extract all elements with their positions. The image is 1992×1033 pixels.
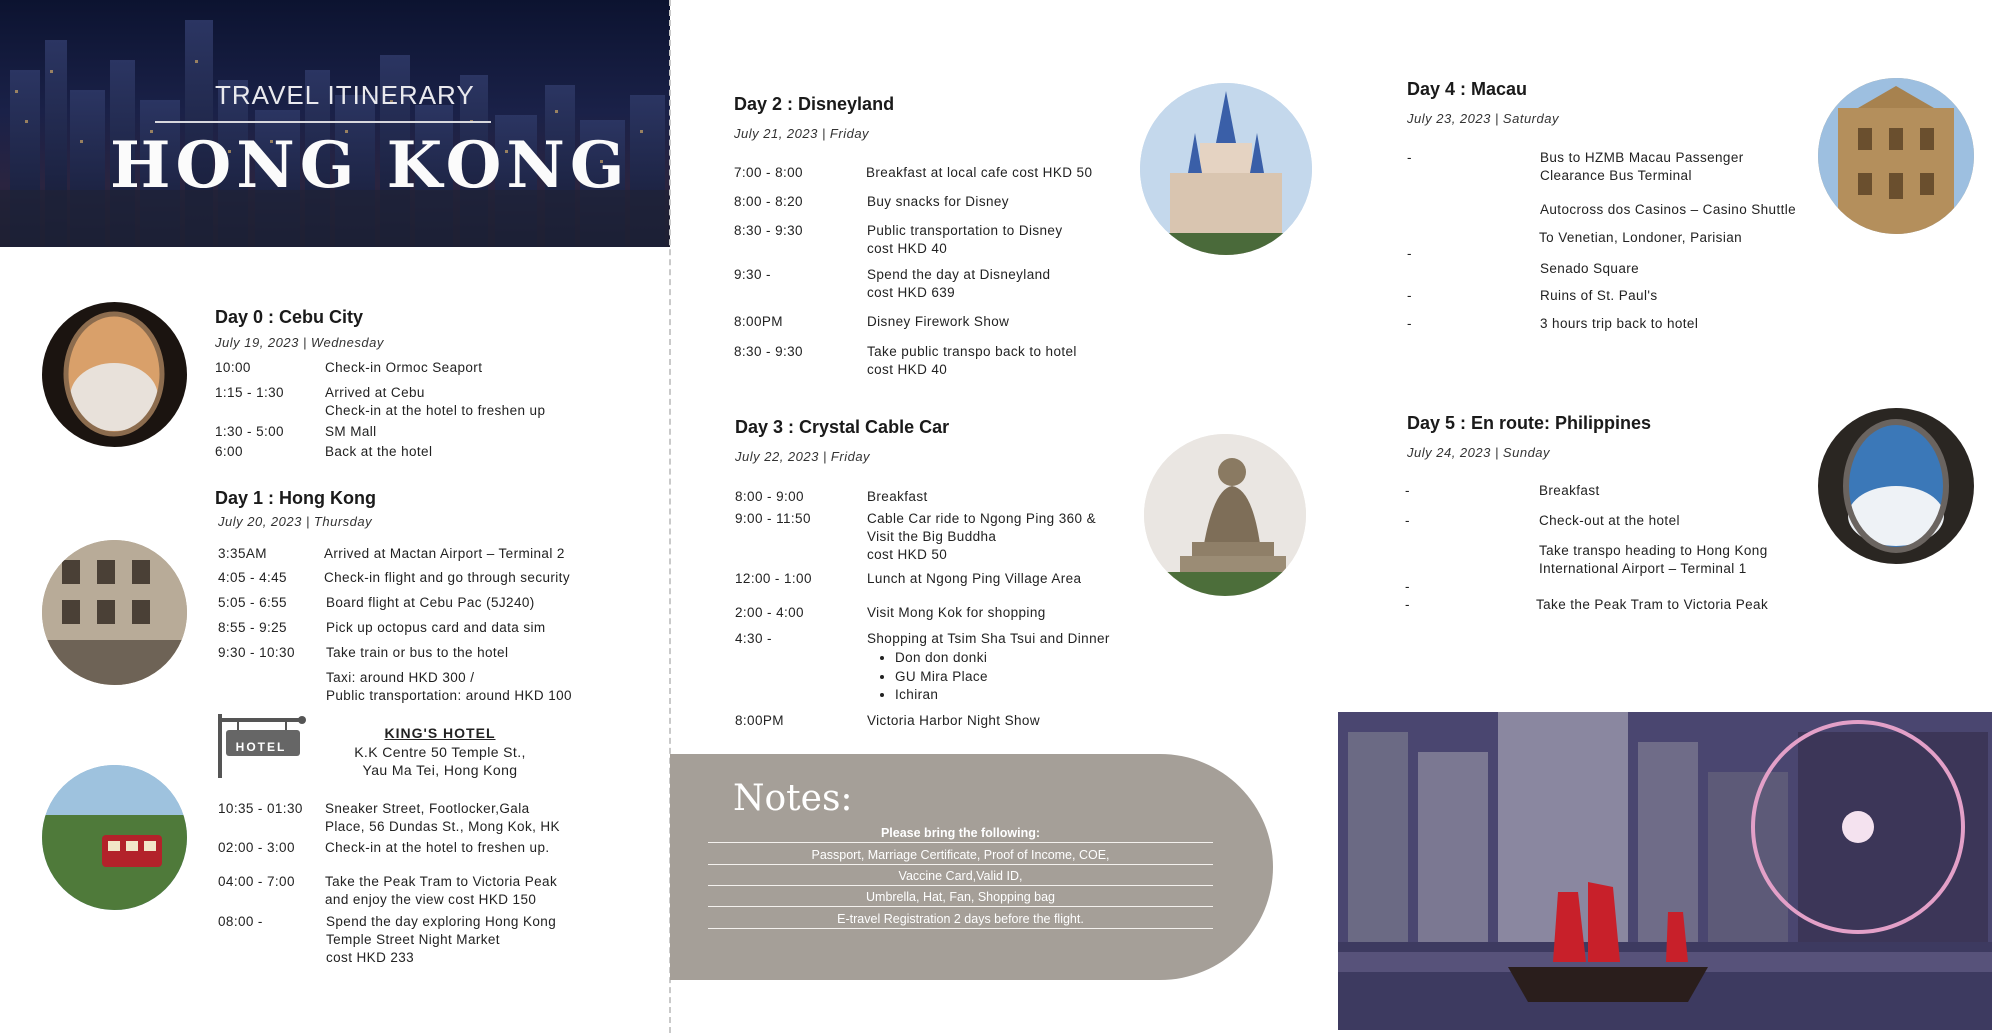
notes-heading: Please bring the following: (880, 826, 1041, 840)
airplane-window-clouds-photo (1818, 408, 1974, 564)
notes-title: Notes: (733, 778, 853, 819)
notes-item: Passport, Marriage Certificate, Proof of Income, COE, (811, 848, 1110, 862)
shopping-list-item: • Ichiran (895, 686, 988, 705)
day0-title: Day 0 : Cebu City (215, 307, 364, 327)
day2-title: Day 2 : Disneyland (734, 94, 895, 114)
day5-title: Day 5 : En route: Philippines (1407, 413, 1652, 433)
hotel-building-photo (42, 540, 187, 685)
shopping-list-item: • Don don donki (895, 649, 988, 668)
day3-date: July 22, 2023 | Friday (735, 449, 871, 464)
page-title: HONG KONG (110, 128, 630, 203)
day4-date: July 23, 2023 | Saturday (1407, 111, 1559, 126)
itinerary-subtitle: TRAVEL ITINERARY (215, 80, 475, 110)
day0-date: July 19, 2023 | Wednesday (215, 335, 384, 350)
victoria-harbor-photo (1338, 712, 1992, 1030)
day1-title: Day 1 : Hong Kong (215, 488, 376, 508)
day5-date: July 24, 2023 | Sunday (1407, 445, 1551, 460)
shopping-list-item: • GU Mira Place (895, 668, 988, 687)
city-skyline-illustration (0, 0, 670, 247)
day3-title: Day 3 : Crystal Cable Car (735, 417, 950, 437)
notes-rule (708, 885, 1213, 886)
airplane-window-photo (42, 302, 187, 447)
ruins-of-st-pauls-photo (1818, 78, 1974, 234)
notes-rule (708, 842, 1213, 843)
day1-date: July 20, 2023 | Thursday (218, 514, 373, 529)
hero-banner (0, 0, 670, 247)
hotel-address: K.K Centre 50 Temple St., Yau Ma Tei, Hong Kong (354, 744, 526, 778)
title-divider (155, 121, 491, 123)
peak-tram-photo (42, 765, 187, 910)
disney-castle-photo (1140, 83, 1312, 255)
day4-title: Day 4 : Macau (1407, 79, 1528, 99)
day2-date: July 21, 2023 | Friday (734, 126, 870, 141)
notes-rule (708, 906, 1213, 907)
notes-item: Umbrella, Hat, Fan, Shopping bag (866, 890, 1055, 904)
big-buddha-photo (1144, 434, 1306, 596)
hotel-sign-label: HOTEL (235, 740, 287, 754)
notes-item: Vaccine Card,Valid ID, (898, 869, 1023, 883)
notes-rule (708, 864, 1213, 865)
notes-rule (708, 928, 1213, 929)
shopping-list (875, 649, 988, 705)
notes-item: E-travel Registration 2 days before the flight. (837, 912, 1084, 926)
hotel-name: KING'S HOTEL (384, 725, 496, 741)
